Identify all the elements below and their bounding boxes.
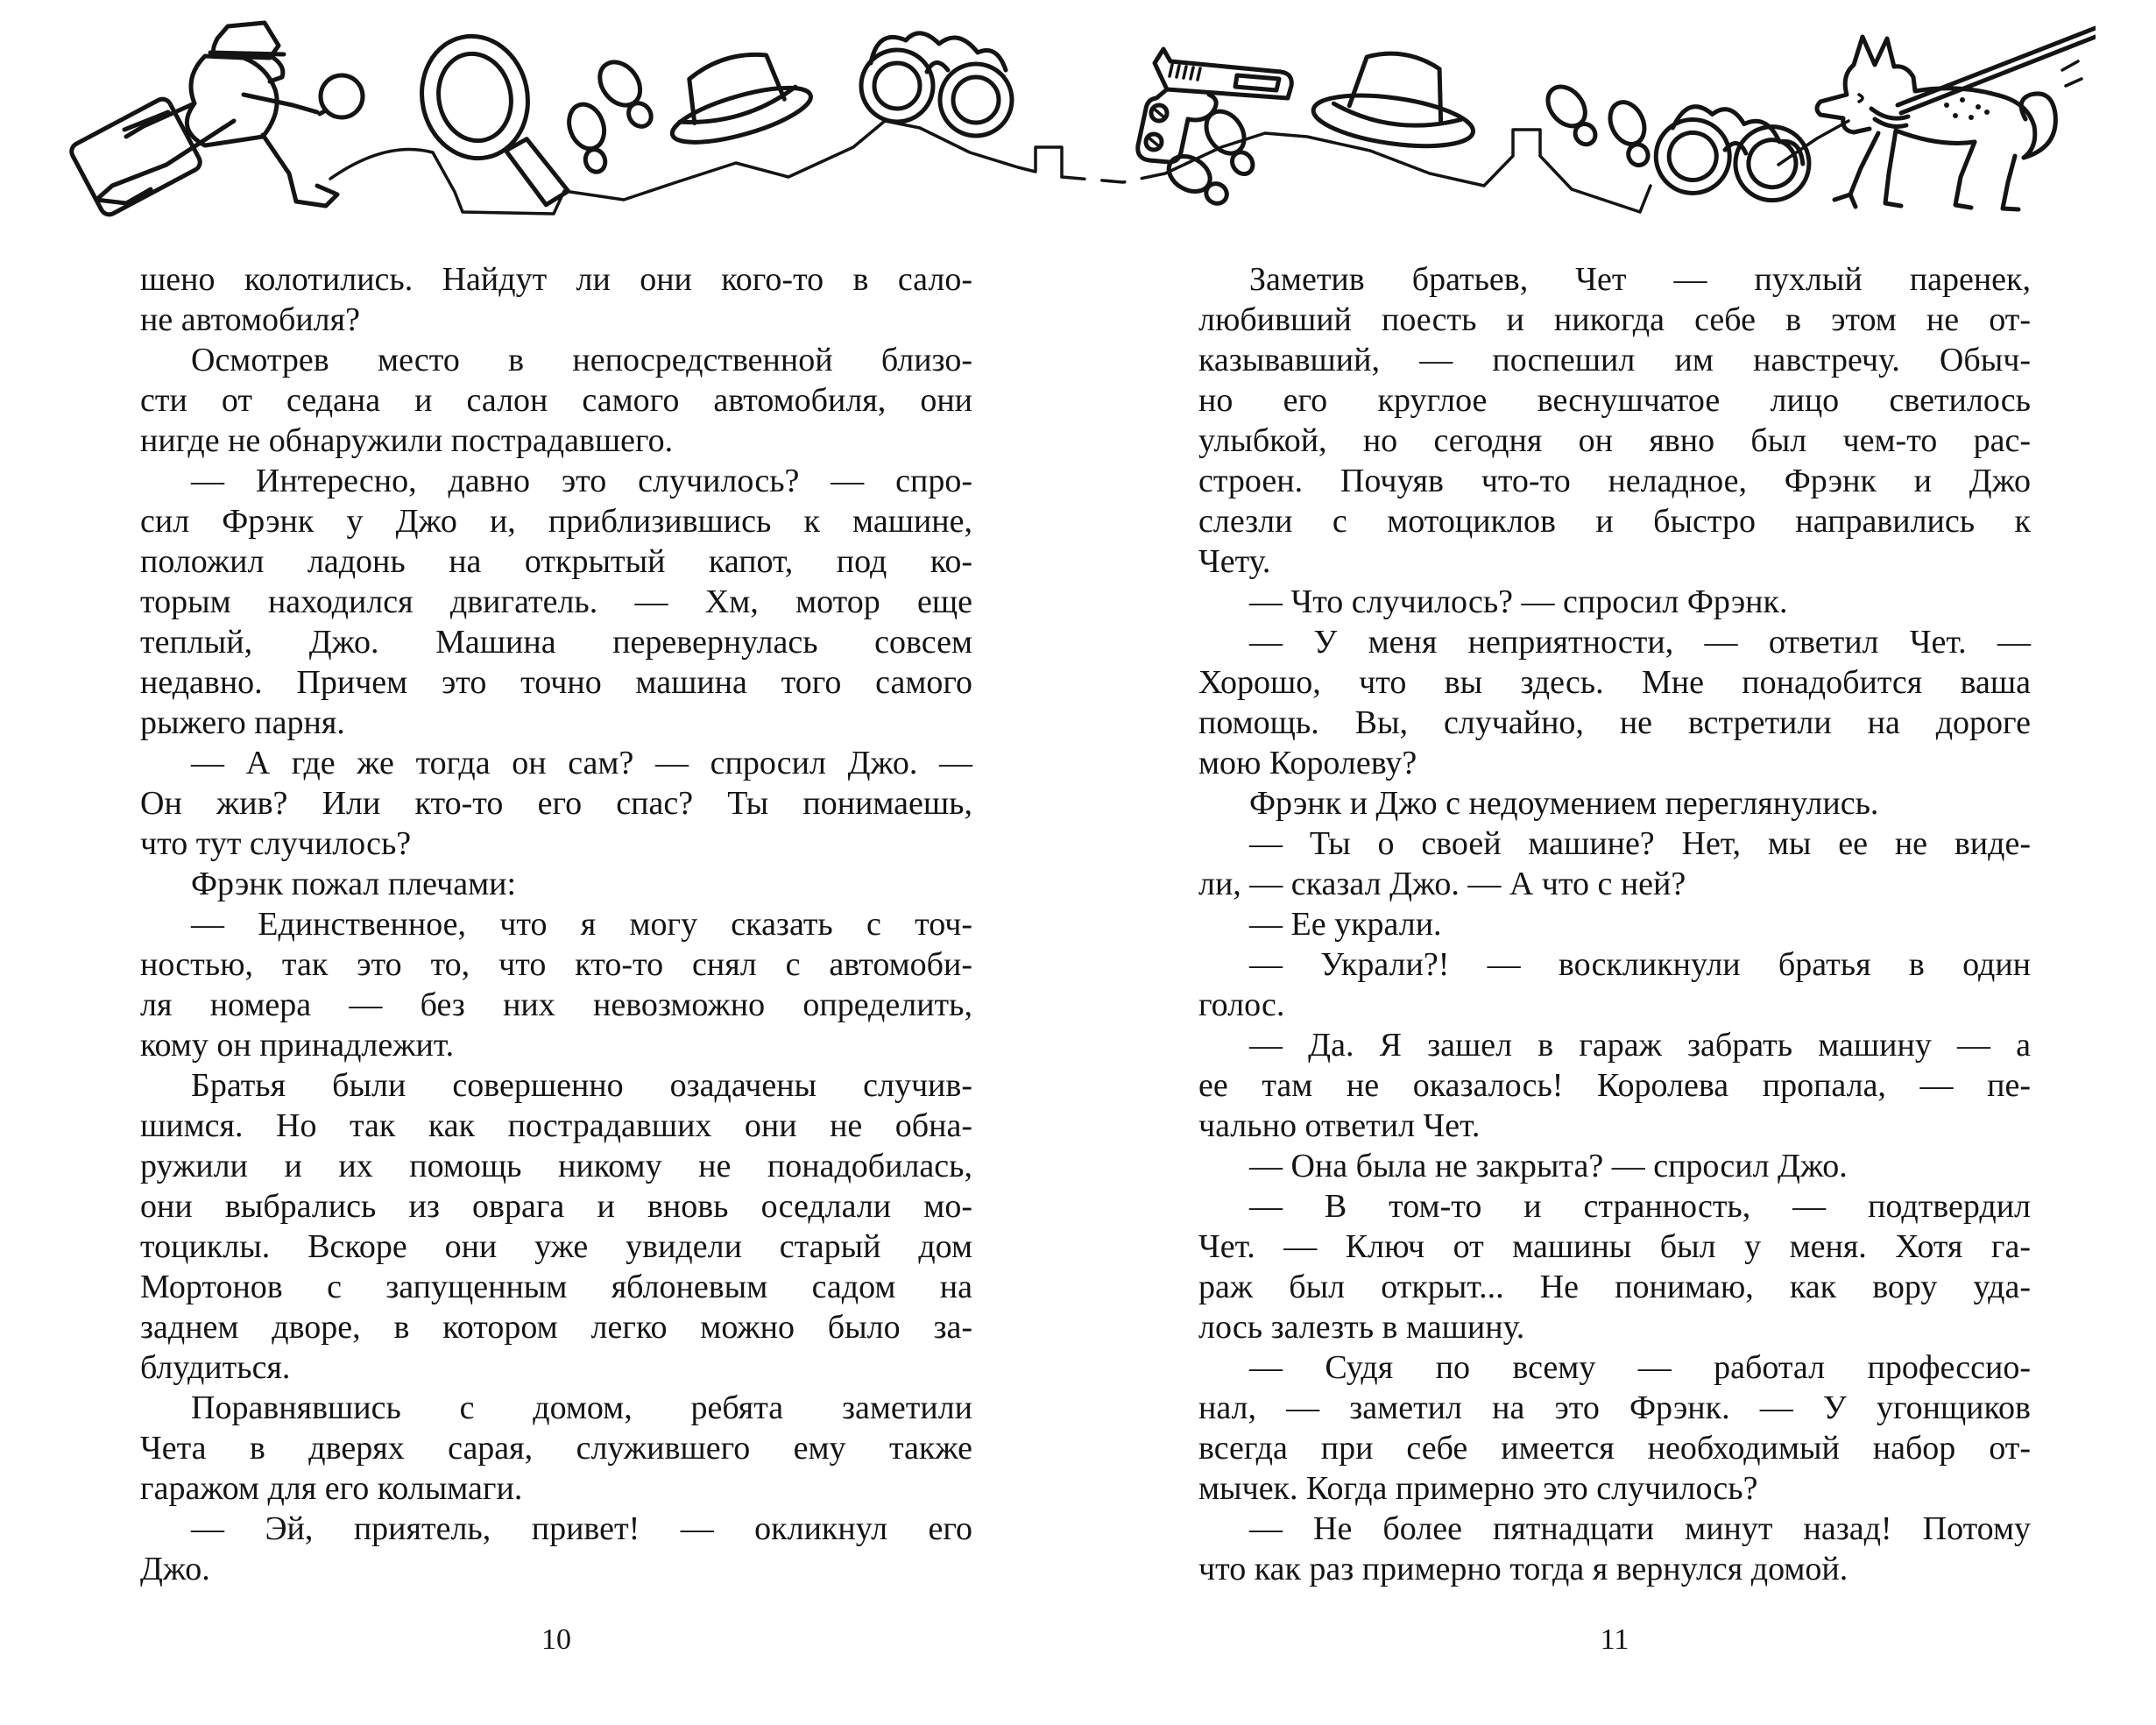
footprints-icon (563, 54, 664, 176)
text-line: мою Королеву? (1198, 745, 1417, 781)
text-line: Чету. (1198, 543, 1271, 580)
text-line: Заметив братьев, Чет — пухлый паренек, (1249, 261, 2031, 298)
text-line: что как раз примерно тогда я вернулся домой. (1198, 1551, 1849, 1587)
text-line: ружили и их помощь никому не понадобилась, (140, 1148, 972, 1184)
binoculars-icon (1648, 95, 1818, 221)
text-line: гаражом для его колымаги. (140, 1470, 523, 1507)
text-line: заднем дворе, в котором легко можно было за- (140, 1309, 972, 1346)
dog-front-leg (1834, 133, 1878, 207)
paragraph (140, 259, 972, 340)
fedora-hat-icon (656, 39, 816, 153)
text-line: Джо. (140, 1551, 210, 1587)
text-line: Поравнявшись с домом, ребята заметили (191, 1389, 972, 1426)
text-line: голос. (1198, 986, 1285, 1023)
paragraph (1198, 259, 2031, 582)
running-detective-illustration (68, 23, 363, 217)
paragraph (1198, 1146, 2031, 1186)
text-line: всегда при себе имеется необходимый набор от- (1198, 1430, 2031, 1467)
page-10-text (140, 259, 972, 1589)
text-line: — А где же тогда он сам? — спросил Джо. — (191, 745, 972, 781)
text-line: — Ты о своей машине? Нет, мы ее не виде- (1249, 825, 2031, 862)
paragraph (1198, 582, 2031, 622)
text-line: Мортонов с запущенным яблоневым садом на (140, 1269, 972, 1305)
text-line: — Судя по всему — работал профессио- (1249, 1349, 2031, 1386)
text-line: недавно. Причем это точно машина того самого (140, 664, 972, 701)
text-line: не автомобиля? (140, 301, 360, 338)
text-line: сти от седана и салон самого автомобиля, они (140, 382, 972, 419)
text-line: чально ответил Чет. (1198, 1107, 1481, 1144)
dog-tail (2021, 94, 2055, 158)
dog-hind-leg-2 (2003, 156, 2018, 209)
magnifying-glass-icon (411, 22, 570, 225)
dog-on-leash-illustration (1817, 28, 2096, 209)
paragraph (140, 743, 972, 864)
text-line: Чета в дверях сарая, служившего ему также (140, 1430, 972, 1467)
text-line: блудиться. (140, 1349, 291, 1386)
text-line: что тут случилось? (140, 825, 412, 862)
text-line: Хорошо, что вы здесь. Мне понадобится ваша (1198, 664, 2031, 701)
page-number: 10 (541, 1623, 571, 1656)
text-line: ностью, так это то, что кто-то снял с автомоби- (140, 946, 972, 983)
footprints-icon (1163, 104, 1266, 209)
dog-hind-leg (1955, 142, 1975, 208)
paragraph (140, 461, 972, 743)
text-line: нал, — заметил на это Фрэнк. — У угонщиков (1198, 1389, 2031, 1426)
text-line: строен. Почуяв что-то неладное, Фрэнк и Джо (1198, 463, 2031, 499)
paragraph (140, 904, 972, 1065)
text-line: кому он принадлежит. (140, 1027, 455, 1064)
paragraph (1198, 1509, 2031, 1589)
paragraph (1198, 1025, 2031, 1146)
page-11-text (1198, 259, 2031, 1589)
fedora-hat-icon (1311, 43, 1482, 154)
paragraph (1198, 622, 2031, 783)
text-line: положил ладонь на открытый капот, под ко- (140, 543, 972, 580)
text-line: — Да. Я зашел в гараж забрать машину — а (1249, 1027, 2031, 1064)
dog-front-leg-2 (1885, 131, 1901, 206)
paragraph (140, 864, 972, 904)
detective-back-leg (96, 121, 234, 203)
text-line: Братья были совершенно озадачены случив- (191, 1067, 972, 1104)
text-line: Осмотрев место в непосредственной близо- (191, 342, 972, 378)
detective-front-leg (263, 135, 337, 206)
paragraph (140, 1065, 972, 1388)
text-line: слезли с мотоциклов и быстро направились к (1198, 503, 2031, 540)
header-illustration (63, 14, 2096, 233)
dog-eye (1859, 95, 1863, 102)
text-line: сил Фрэнк у Джо и, приблизившись к машине, (140, 503, 972, 540)
text-line: ее там не оказалось! Королева пропала, — пе- (1198, 1067, 2031, 1104)
paragraph (140, 1509, 972, 1589)
paragraph (1198, 1186, 2031, 1347)
text-line: шимся. Но так как пострадавших они не обна- (140, 1107, 972, 1144)
text-line: нигде не обнаружили пострадавшего. (140, 422, 674, 459)
text-line: рыжего парня. (140, 704, 345, 741)
text-line: теплый, Джо. Машина перевернулась совсем (140, 624, 972, 661)
text-line: Чет. — Ключ от машины был у меня. Хотя га- (1198, 1228, 2031, 1265)
paragraph (1198, 944, 2031, 1025)
text-line: ли, — сказал Джо. — А что с ней? (1198, 866, 1686, 902)
text-line: Он жив? Или кто-то его спас? Ты понимаешь, (140, 785, 972, 822)
text-line: мычек. Когда примерно это случилось? (1198, 1470, 1758, 1507)
dog-muzzle (1817, 102, 1870, 132)
detective-arm (244, 95, 317, 112)
paragraph (1198, 1347, 2031, 1509)
text-line: Фрэнк пожал плечами: (191, 866, 517, 902)
text-line: любивший поесть и никогда себе в этом не от- (1198, 301, 2031, 338)
text-line: раж был открыт... Не понимаю, как вору уда- (1198, 1269, 2031, 1305)
text-line: — Украли?! — воскликнули братья в один (1249, 946, 2031, 983)
text-line: помощь. Вы, случайно, не встретили на дороге (1198, 704, 2031, 741)
text-line: — Что случилось? — спросил Фрэнк. (1249, 583, 1788, 620)
text-line: лось залезть в машину. (1198, 1309, 1525, 1346)
text-line: но его круглое веснушчатое лицо светилось (1198, 382, 2031, 419)
dog-belly (1896, 131, 1975, 143)
text-line: — В том-то и странность, — подтвердил (1249, 1188, 2031, 1225)
text-line: — Эй, приятель, привет! — окликнул его (191, 1510, 972, 1547)
text-line: — У меня неприятности, — ответил Чет. — (1249, 624, 2031, 661)
text-line: шено колотились. Найдут ли они кого-то в сало- (140, 261, 972, 298)
paragraph (1198, 904, 2031, 944)
text-line: — Единственное, что я могу сказать с точ- (191, 906, 972, 943)
paragraph (140, 340, 972, 461)
text-line: — Не более пятнадцати минут назад! Потому (1249, 1510, 2031, 1547)
text-line: — Интересно, давно это случилось? — спро- (191, 463, 972, 499)
text-line: — Она была не закрыта? — спросил Джо. (1249, 1148, 1848, 1184)
text-line: торым находился двигатель. — Хм, мотор еще (140, 583, 972, 620)
header-illustration-svg (63, 14, 2096, 233)
text-line: Фрэнк и Джо с недоумением переглянулись. (1249, 785, 1879, 822)
dog-leash (1898, 28, 2096, 113)
binoculars-icon (861, 33, 1012, 136)
paragraph (1198, 824, 2031, 904)
motion-marks (2062, 61, 2082, 86)
text-line: они выбрались из оврага и вновь оседлали мо- (140, 1188, 972, 1225)
dog-speckles (1944, 97, 1990, 120)
paragraph (1198, 783, 2031, 824)
paragraph (140, 1388, 972, 1509)
text-line: — Ее украли. (1249, 906, 1442, 943)
text-line: улыбкой, но сегодня он явно был чем-то рас- (1198, 422, 2031, 459)
page-number: 11 (1600, 1623, 1629, 1656)
text-line: ля номера — без них невозможно определить, (140, 986, 972, 1023)
text-line: тоциклы. Вскоре они уже увидели старый дом (140, 1228, 972, 1265)
footprints-icon (1540, 80, 1660, 170)
text-line: казывавший, — поспешил им навстречу. Обыч- (1198, 342, 2031, 378)
